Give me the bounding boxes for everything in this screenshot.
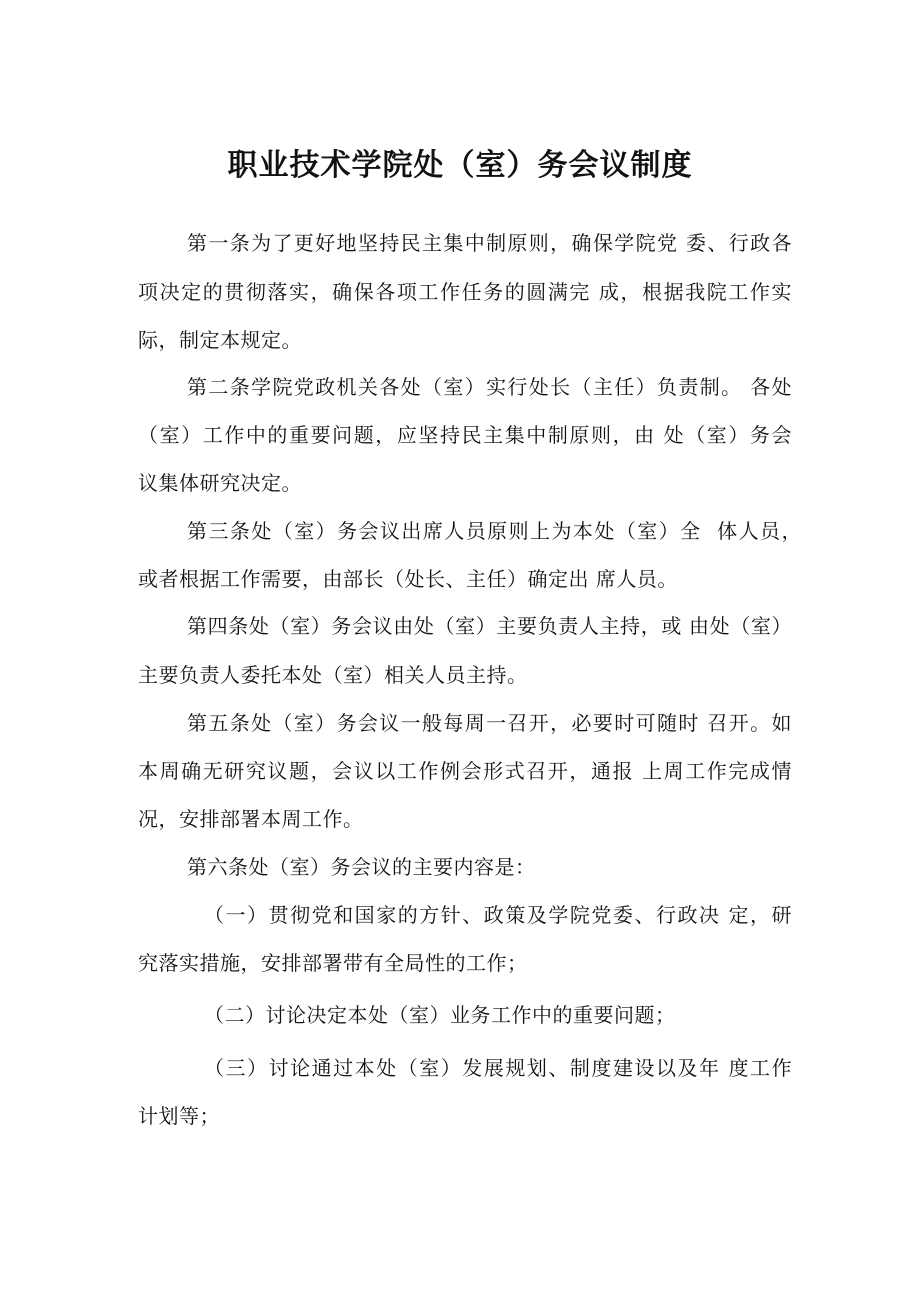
text-line: 际，制定本规定。 <box>138 328 302 352</box>
text-line: 或者根据工作需要，由部长（处长、主任）确定出 席人员。 <box>138 567 678 591</box>
text-line: 本周确无研究议题，会议以工作例会形式召开，通报 上周工作完成情 <box>138 759 792 783</box>
text-line: （一）贯彻党和国家的方针、政策及学院党委、行政决 定，研 <box>204 903 792 927</box>
text-line: 第四条处（室）务会议由处（室）主要负责人主持，或 由处（室） <box>187 614 792 638</box>
text-line: 第三条处（室）务会议出席人员原则上为本处（室）全 体人员， <box>187 519 802 543</box>
text-line: 第五条处（室）务会议一般每周一召开，必要时可随时 召开。如 <box>187 711 792 735</box>
text-line: （三）讨论通过本处（室）发展规划、制度建设以及年 度工作 <box>204 1056 792 1080</box>
text-line: 究落实措施，安排部署带有全局性的工作； <box>138 951 528 975</box>
text-line: 项决定的贯彻落实，确保各项工作任务的圆满完 成，根据我院工作实 <box>138 280 792 304</box>
text-line: 第二条学院党政机关各处（室）实行处长（主任）负责制。 各处 <box>187 375 792 399</box>
text-line: （室）工作中的重要问题，应坚持民主集中制原则，由 处（室）务会 <box>138 423 792 447</box>
text-line: 计划等； <box>138 1104 220 1128</box>
text-line: 第一条为了更好地坚持民主集中制原则，确保学院党 委、行政各 <box>187 231 792 255</box>
text-line: 议集体研究决定。 <box>138 471 302 495</box>
document-title: 职业技术学院处（室）务会议制度 <box>227 148 693 183</box>
text-line: 况，安排部署本周工作。 <box>138 807 364 831</box>
text-line: （二）讨论决定本处（室）业务工作中的重要问题； <box>204 1003 676 1027</box>
text-line: 主要负责人委托本处（室）相关人员主持。 <box>138 663 528 687</box>
text-line: 第六条处（室）务会议的主要内容是： <box>187 855 536 879</box>
